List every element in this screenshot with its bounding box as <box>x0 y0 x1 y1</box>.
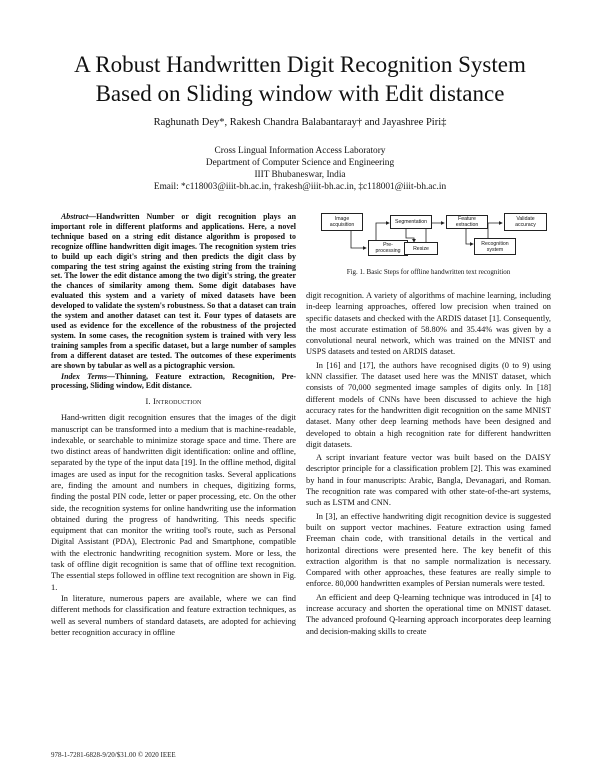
figure-1-caption: Fig. 1. Basic Steps for offline handwritten text recognition <box>346 268 511 276</box>
flow-box-validate-accuracy: Validate accuracy <box>504 213 547 231</box>
right-paragraph-3: A script invariant feature vector was built based on the DAISY descriptor principle for a classification problem [2]. This was examined by hand in four manuscripts: Arabic, Bangla, Devanagari, and Roman. The recognition rate was compared with other state-of-the-art systems, such as LSTM and CNN. <box>306 453 551 508</box>
intro-paragraph-1: Hand-written digit recognition ensures that the images of the digit manuscript can be transformed into a medium that is machine-readable, indexable, or searchable to minimize storage space and time. There are two distinct areas of handwritten digit identification: online and offline, separated by the type of the input data [19]. In the offline method, digital images are used as input for the recognition tasks. Several applications are, finding the amount and numbers in cheques, digitizing forms, finding the postal PIN code, letter or paper processing, etc. On the other side, the recognition systems for online handwriting use the information obtained during the progress of handwriting. This needs specific equipment that can monitor the writing tool's route, such as Personal Digital Assistant (PDA), Electronic Pad and Smartphone, compatible with the electronic handwriting recognition system. More or less, the task of offline digit recognition is same that of offline text recognition. The essential steps followed in offline text recognition are shown in Fig. 1. <box>51 413 296 592</box>
paper-title <box>0 50 600 108</box>
left-column <box>51 212 296 638</box>
flow-box-segmentation: Segmentation <box>390 215 432 229</box>
right-paragraph-4: In [3], an effective handwriting digit recognition device is suggested built on support vector machines. Feature extraction using famed Freeman chain code, with transitional details in the vertical and horizontal directions were presented here. The key benefit of this extraction algorithm is that no sample normalization is necessary. Compared with other approaches, these features are really simple to enforce. 80,000 handwritten examples of Persian numerals were tested. <box>306 511 551 589</box>
right-paragraph-2: In [16] and [17], the authors have recognised digits (0 to 9) using kNN classifier. The dataset used here was the MNIST dataset, which consists of 70,000 segmented image samples of digits only. In [18] different models of CNNs have been discussed to achieve the high accuracy rates for the handwritten digit recognition on the same MNIST dataset. Many other deep learning methods have been designed and developed to obtain a high recognition rate for different handwritten digit datasets. <box>306 360 551 449</box>
abstract-text: Handwritten Number or digit recognition plays an important role in different platforms and applications. Here, a novel technique based on a string edit distance algorithm is proposed to recognize offline handwritten digit images. The recognition system tries to build up each digit's string and then predicts the digit class by comparing the test string against the existing string from the training set. The lower the edit distance among the two digit's string, the greater the chances of similarity among them. Some digit databases have evaluated this system and a variety of mixed datasets have been developed to validate the system's robustness. So that a dataset can train the system and another dataset can test it. Four types of datasets are used as evidence for the excellence of the robustness of the projected system. In some cases, the recognition system is trained with very less training samples from a specific dataset, but a large number of samples from a different dataset are tested. The outcomes of these experiments are shown by tabular as well as a pictographic version. <box>51 212 296 370</box>
flow-box-recognition-system: Recognition system <box>474 238 516 255</box>
right-paragraph-5: An efficient and deep Q-learning technique was introduced in [4] to increase accuracy and shorten the operational time on MNIST dataset. The advanced profound Q-learning approach incorporates deep learning and decision-making skills to create <box>306 592 551 636</box>
index-terms-lead: Index Terms— <box>61 371 115 381</box>
intro-paragraph-2: In literature, numerous papers are available, where we can find different methods for classification and feature extraction techniques, as well as several numbers of standard datasets, are adopted for achieving better recognition accuracy in offline <box>51 593 296 637</box>
copyright-footer: 978-1-7281-6828-9/20/$31.00 © 2020 IEEE <box>51 751 176 759</box>
flow-box-image-acquisition: Image acquisition <box>321 213 363 231</box>
flow-box-resize: Resize <box>404 242 438 255</box>
flow-box-feature-extraction: Feature extraction <box>446 215 488 229</box>
affiliation-dept: Department of Computer Science and Engineering <box>205 158 395 168</box>
right-paragraph-1: digit recognition. A variety of algorithms of machine learning, including in-deep learning approaches, offered low precision when trained on specific datasets and checked with the ARDIS dataset [1]. Consequently, the most accurate estimation of 58.80% and 35.44% was given by a convolutional neural network, which was trained on the MNIST and USPS datasets and tested on ARDIS dataset. <box>306 291 551 357</box>
index-terms-text: Thinning, Feature extraction, Recognition, Pre-processing, Sliding window, Edit distance. <box>51 371 296 391</box>
affiliation-inst: IIIT Bhubaneswar, India <box>254 170 346 180</box>
abstract-lead: Abstract— <box>61 212 97 221</box>
title-line-1: A Robust Handwritten Digit Recognition System <box>74 52 526 77</box>
section-heading-introduction: I. Introduction <box>145 397 202 407</box>
index-terms <box>51 372 296 392</box>
abstract <box>51 212 296 371</box>
title-line-2: Based on Sliding window with Edit distance <box>95 81 505 106</box>
flow-box-preprocessing: Pre-processing <box>368 240 408 256</box>
affiliation-email: Email: *c118003@iiit-bh.ac.in, †rakesh@iiit-bh.ac.in, ‡c118001@iiit-bh.ac.in <box>153 182 447 192</box>
affiliation-block <box>0 145 600 193</box>
author-list: Raghunath Dey*, Rakesh Chandra Balabantaray† and Jayashree Piri‡ <box>153 117 447 128</box>
affiliation-lab: Cross Lingual Information Access Laboratory <box>214 146 386 156</box>
right-column <box>306 290 551 639</box>
figure-1-flowchart <box>306 210 551 270</box>
